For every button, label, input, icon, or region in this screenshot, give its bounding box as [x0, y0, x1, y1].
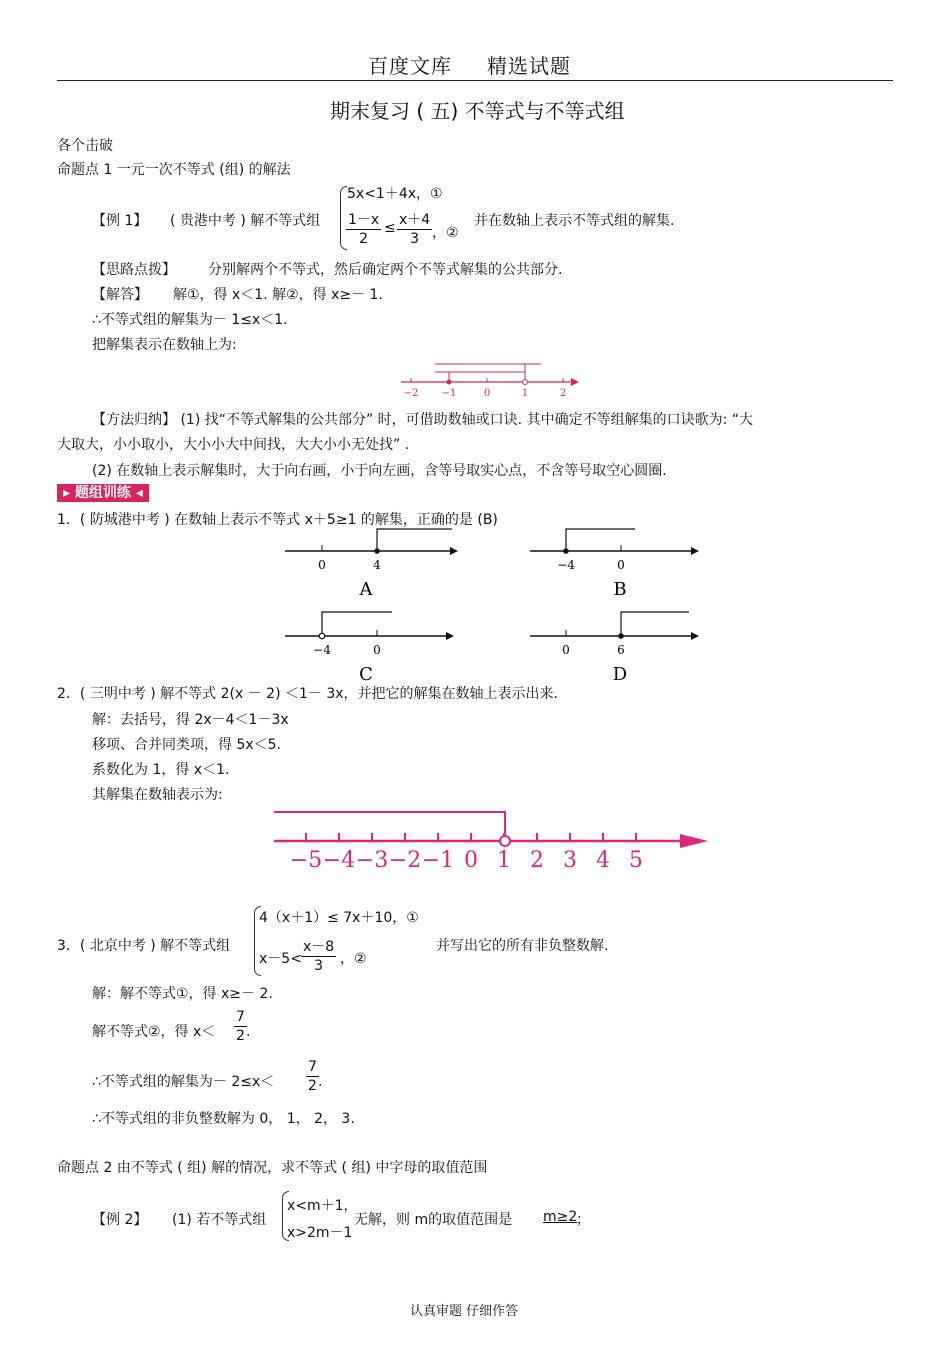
ex1-eq1: 5x<1＋4x，①	[347, 186, 443, 202]
ex1-frac-right-den: 3	[410, 231, 420, 247]
q1b-tick1: −4	[557, 558, 575, 572]
ex1-eq2-mark: ，②	[432, 225, 459, 241]
ex1-left-ray	[435, 372, 449, 382]
q2-step3: 系数化为 1，得 x＜1.	[92, 762, 230, 778]
answer-label: 【解答】	[92, 287, 148, 303]
method-line2: 大取大，小小取小，大小小大中间找，大大小小无处找” .	[57, 437, 410, 453]
number-line-intro: 把解集表示在数轴上为:	[92, 337, 237, 353]
solution-set: ∴不等式组的解集为－ 1≤x＜1.	[92, 312, 288, 328]
q1c-letter: C	[359, 664, 373, 685]
q3-frac	[301, 938, 336, 975]
method-line1: 【方法归纳】 (1) 找“不等式解集的公共部分” 时，可借助数轴或口诀. 其中确定不等组解集的口诀歌为: “大	[92, 412, 754, 428]
q2-open-point	[500, 836, 510, 846]
q1d-tick2: 6	[617, 643, 625, 657]
ex1-label: 【例 1】	[92, 213, 148, 229]
q1a-tick1: 0	[318, 558, 326, 572]
q3-step2-den: 2	[236, 1028, 245, 1044]
q2-step2: 移项、合并同类项，得 5x＜5.	[92, 737, 281, 753]
q3-step2-num: 7	[236, 1009, 245, 1025]
ex1-number-line	[395, 358, 585, 400]
q1-option-d	[525, 610, 715, 685]
q2-step1: 解：去括号，得 2x－4＜1－3x	[92, 712, 289, 728]
ex2-eq2: x>2m－1	[287, 1225, 353, 1241]
ex2-answer: m≥2	[543, 1209, 578, 1225]
q3-step3: ∴不等式组的解集为－ 2≤x＜	[92, 1074, 275, 1090]
q1-option-a	[280, 525, 470, 600]
q1d-letter: D	[612, 664, 628, 685]
q2-tick-label: −1	[421, 848, 455, 873]
q1b-letter: B	[613, 579, 627, 600]
q3-step2: 解不等式②，得 x＜	[92, 1024, 216, 1040]
q2-arrow	[680, 834, 708, 848]
ex2-end: ；	[576, 1212, 590, 1228]
q3-step2-end: .	[246, 1024, 251, 1040]
ex2-eq1: x<m＋1，	[287, 1198, 358, 1214]
ex1-tick-label: −2	[403, 388, 419, 399]
q3-step3-den: 2	[308, 1078, 317, 1094]
q2-step4: 其解集在数轴表示为:	[92, 787, 223, 803]
q3-eq2-mark: ，②	[340, 951, 367, 967]
q3-eq1: 4（x＋1）≤ 7x＋10，①	[259, 910, 419, 926]
training-tag	[57, 484, 149, 502]
q1c-tick2: 0	[373, 643, 381, 657]
q3-step3-end: .	[318, 1074, 323, 1090]
ex2-pre: (1) 若不等式组	[172, 1212, 267, 1228]
q1b-ray	[566, 529, 635, 551]
ex1-arrow	[571, 378, 579, 386]
q2-tick-label: 5	[629, 848, 643, 873]
q1d-ray	[621, 612, 689, 636]
q3-step2-frac	[234, 1008, 247, 1045]
method-line3: (2) 在数轴上表示解集时，大于向右画，小于向左画，含等号取实心点，不含等号取空心圆圈.	[92, 463, 667, 479]
q1-option-c	[280, 610, 470, 685]
ex1-solid-point	[447, 380, 452, 385]
q1a-ray	[377, 529, 452, 551]
q1d-arrow	[691, 632, 699, 640]
q3-step3-frac	[306, 1058, 319, 1095]
q2-tick-label: 1	[497, 848, 511, 873]
q2-tick-label: −5	[289, 848, 323, 873]
q3-frac-num: x－8	[303, 939, 335, 955]
ex1-frac-left-den: 2	[359, 231, 369, 247]
q2-tick-label: −3	[355, 848, 389, 873]
ex1-tick-label: 1	[521, 388, 529, 399]
page-title: 期末复习 ( 五) 不等式与不等式组	[330, 99, 625, 123]
ex1-tick-label: −1	[441, 388, 457, 399]
ex1-frac-left-num: 1－x	[348, 212, 380, 228]
q1-option-b	[525, 525, 715, 600]
q1a-arrow	[450, 547, 458, 555]
q3-frac-den: 3	[314, 958, 324, 974]
q1c-arrow	[446, 632, 454, 640]
ex1-tail: 并在数轴上表示不等式组的解集.	[474, 213, 675, 229]
q3-eq2-left: x－5<	[259, 951, 302, 967]
hint-text: 分别解两个不等式，然后确定两个不等式解集的公共部分.	[208, 262, 563, 278]
q2-tick-label: 4	[596, 848, 610, 873]
ex2-label: 【例 2】	[92, 1212, 148, 1228]
header-right: 精选试题	[487, 54, 571, 78]
header-left: 百度文库	[368, 54, 452, 78]
q2-text: 2．( 三明中考 ) 解不等式 2(x － 2) ＜1－ 3x，并把它的解集在数轴上表示出来.	[57, 686, 559, 702]
q3-step3-num: 7	[308, 1059, 317, 1075]
q2-tick-label: 2	[530, 848, 544, 873]
ex1-tick-label: 0	[483, 388, 491, 399]
q1d-tick1: 0	[562, 643, 570, 657]
q1d-point	[618, 633, 624, 639]
q3-prefix: 3．( 北京中考 ) 解不等式组	[57, 938, 231, 954]
q1c-tick1: −4	[313, 643, 331, 657]
q2-solution-ray	[274, 812, 505, 835]
ex1-tick-label: 2	[559, 388, 567, 399]
training-tag-text: 题组训练	[74, 485, 131, 501]
ex1-frac-right	[397, 211, 432, 248]
section-heading: 各个击破	[57, 138, 113, 154]
q3-step4: ∴不等式组的非负整数解为 0， 1， 2， 3.	[92, 1111, 355, 1127]
q3-tail: 并写出它的所有非负整数解.	[436, 938, 609, 954]
q1b-point	[563, 548, 569, 554]
footer: 认真审题 仔细作答	[410, 1304, 519, 1319]
ex1-op: ≤	[384, 220, 396, 236]
q1a-letter: A	[359, 579, 373, 600]
q2-tick-label: 3	[563, 848, 577, 873]
q1b-arrow	[691, 547, 699, 555]
ex1-frac-right-num: x＋4	[399, 212, 431, 228]
q1c-point	[319, 633, 325, 639]
q2-tick-label: 0	[464, 848, 478, 873]
header-rule	[57, 80, 893, 81]
answer-text: 解①，得 x＜1. 解②，得 x≥－ 1.	[173, 287, 383, 303]
topic-1: 命题点 1 一元一次不等式 (组) 的解法	[57, 162, 291, 178]
ex1-frac-left	[346, 211, 381, 248]
ex1-source: ( 贵港中考 ) 解不等式组	[170, 213, 321, 229]
q2-tick-label: −4	[322, 848, 356, 873]
hint-label: 【思路点拨】	[92, 262, 176, 278]
q1b-tick2: 0	[617, 558, 625, 572]
q3-step1: 解：解不等式①，得 x≥－ 2.	[92, 986, 273, 1002]
q2-tick-label: −2	[388, 848, 422, 873]
ex1-open-point	[523, 380, 528, 385]
tag-arrow-left: ▸	[63, 485, 75, 501]
q1c-ray	[322, 612, 392, 633]
ex2-tail: 无解，则 m的取值范围是	[354, 1212, 513, 1228]
tag-arrow-right: ◂	[130, 485, 143, 501]
topic-2: 命题点 2 由不等式 ( 组) 解的情况，求不等式 ( 组) 中字母的取值范围	[57, 1160, 488, 1176]
q1-text: 1．( 防城港中考 ) 在数轴上表示不等式 x＋5≥1 的解集，正确的是 (B)	[57, 512, 498, 528]
q1a-tick2: 4	[373, 558, 381, 572]
q2-number-line	[270, 805, 715, 877]
q1a-point	[374, 548, 380, 554]
